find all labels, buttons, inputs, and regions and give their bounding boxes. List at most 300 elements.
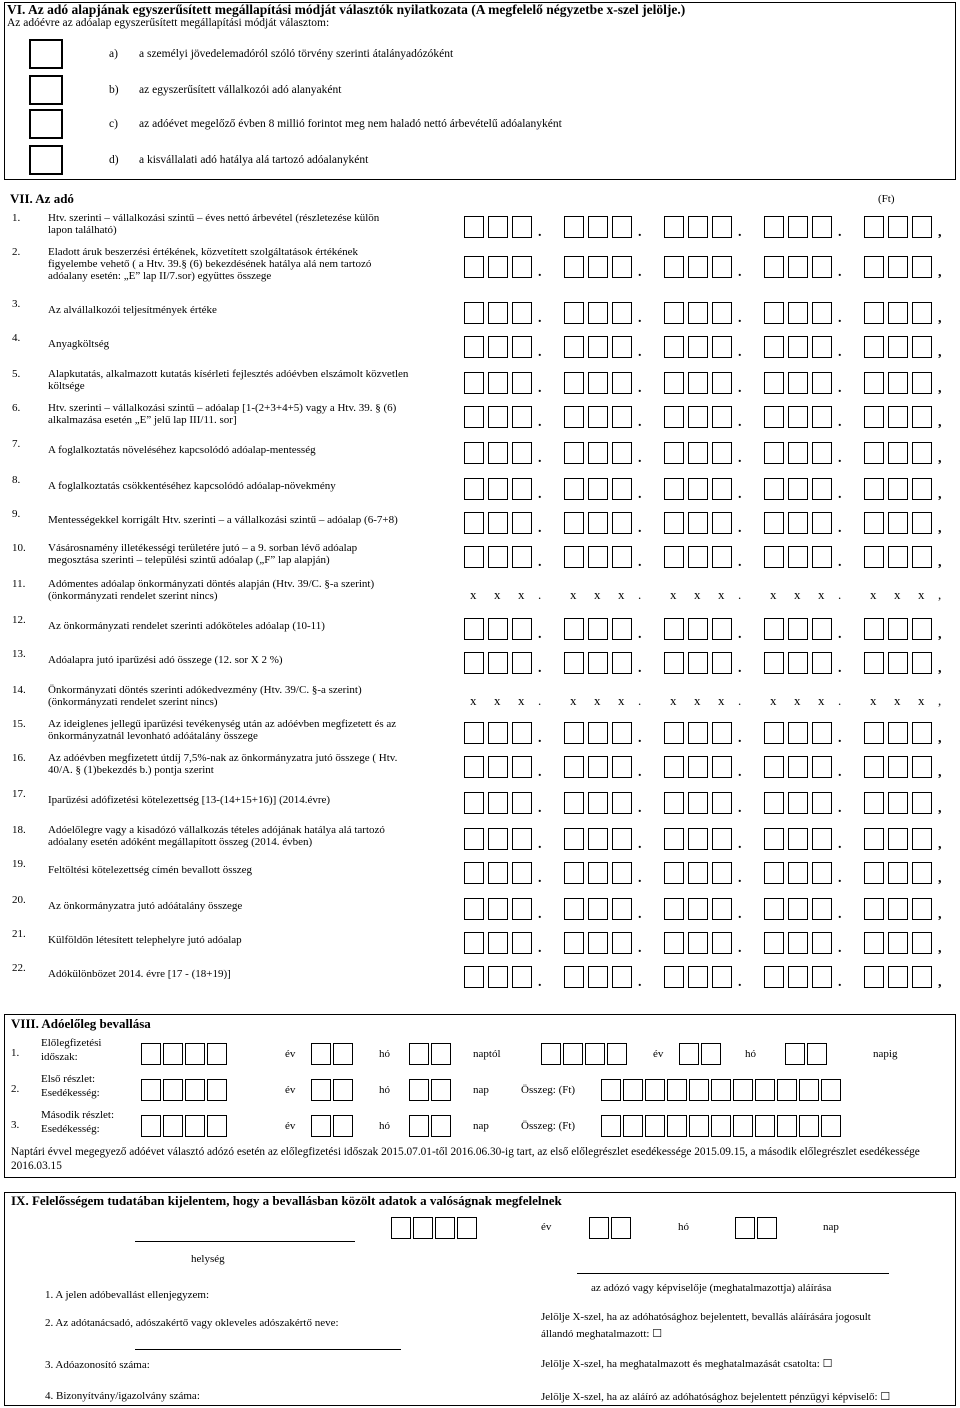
digit-cell[interactable] <box>612 966 632 988</box>
amount-digit-box[interactable] <box>601 1115 621 1137</box>
digit-cell[interactable] <box>888 256 908 278</box>
digit-cell[interactable] <box>788 828 808 850</box>
digit-cell[interactable] <box>812 256 832 278</box>
digit-cell[interactable] <box>912 862 932 884</box>
digit-cell[interactable] <box>864 406 884 428</box>
digit-cell[interactable] <box>512 302 532 324</box>
signature-day-digit-box[interactable] <box>757 1217 777 1239</box>
amount-digit-box[interactable] <box>733 1079 753 1101</box>
digit-cell[interactable] <box>488 756 508 778</box>
digit-cell[interactable] <box>664 898 684 920</box>
digit-cell[interactable] <box>564 862 584 884</box>
digit-cell[interactable] <box>764 862 784 884</box>
digit-cell[interactable] <box>664 478 684 500</box>
digit-cell[interactable] <box>912 618 932 640</box>
day-digit-box[interactable] <box>431 1079 451 1101</box>
digit-cell[interactable] <box>564 722 584 744</box>
digit-cell[interactable] <box>864 478 884 500</box>
digit-cell[interactable] <box>512 256 532 278</box>
day-digit-box[interactable] <box>409 1043 429 1065</box>
digit-cell[interactable] <box>712 828 732 850</box>
amount-digit-box[interactable] <box>711 1079 731 1101</box>
digit-cell[interactable] <box>512 756 532 778</box>
digit-cell[interactable] <box>712 442 732 464</box>
digit-cell[interactable] <box>488 546 508 568</box>
digit-cell[interactable] <box>688 792 708 814</box>
digit-cell[interactable] <box>488 828 508 850</box>
digit-cell[interactable] <box>564 828 584 850</box>
digit-cell[interactable] <box>612 512 632 534</box>
digit-cell[interactable] <box>612 336 632 358</box>
month-digit-box[interactable] <box>701 1043 721 1065</box>
year-digit-box[interactable] <box>141 1115 161 1137</box>
digit-cell[interactable] <box>888 406 908 428</box>
amount-digit-box[interactable] <box>645 1115 665 1137</box>
digit-cell[interactable] <box>588 898 608 920</box>
digit-cell[interactable] <box>788 372 808 394</box>
digit-cell[interactable] <box>764 618 784 640</box>
digit-cell[interactable] <box>712 512 732 534</box>
amount-digit-box[interactable] <box>755 1079 775 1101</box>
amount-digit-box[interactable] <box>799 1079 819 1101</box>
digit-cell[interactable] <box>564 618 584 640</box>
digit-cell[interactable] <box>464 336 484 358</box>
digit-cell[interactable] <box>812 652 832 674</box>
digit-cell[interactable] <box>888 512 908 534</box>
digit-cell[interactable] <box>664 216 684 238</box>
digit-cell[interactable] <box>912 792 932 814</box>
signature-month-digit-box[interactable] <box>589 1217 609 1239</box>
digit-cell[interactable] <box>864 546 884 568</box>
digit-cell[interactable] <box>564 442 584 464</box>
digit-cell[interactable] <box>612 722 632 744</box>
digit-cell[interactable] <box>588 256 608 278</box>
digit-cell[interactable] <box>764 216 784 238</box>
digit-cell[interactable] <box>664 512 684 534</box>
digit-cell[interactable] <box>764 406 784 428</box>
option-checkbox[interactable] <box>29 109 63 139</box>
digit-cell[interactable] <box>488 302 508 324</box>
digit-cell[interactable] <box>712 478 732 500</box>
digit-cell[interactable] <box>864 722 884 744</box>
digit-cell[interactable] <box>664 722 684 744</box>
digit-cell[interactable] <box>864 216 884 238</box>
digit-cell[interactable] <box>564 792 584 814</box>
digit-cell[interactable] <box>864 442 884 464</box>
digit-cell[interactable] <box>612 756 632 778</box>
digit-cell[interactable] <box>712 898 732 920</box>
digit-cell[interactable] <box>764 966 784 988</box>
digit-cell[interactable] <box>912 442 932 464</box>
digit-cell[interactable] <box>688 828 708 850</box>
digit-cell[interactable] <box>564 966 584 988</box>
digit-cell[interactable] <box>764 442 784 464</box>
digit-cell[interactable] <box>912 898 932 920</box>
digit-cell[interactable] <box>712 966 732 988</box>
digit-cell[interactable] <box>812 966 832 988</box>
digit-cell[interactable] <box>464 406 484 428</box>
digit-cell[interactable] <box>464 792 484 814</box>
digit-cell[interactable] <box>512 512 532 534</box>
amount-digit-box[interactable] <box>623 1115 643 1137</box>
digit-cell[interactable] <box>512 336 532 358</box>
digit-cell[interactable] <box>888 618 908 640</box>
digit-cell[interactable] <box>488 932 508 954</box>
digit-cell[interactable] <box>864 512 884 534</box>
digit-cell[interactable] <box>488 722 508 744</box>
amount-digit-box[interactable] <box>667 1115 687 1137</box>
digit-cell[interactable] <box>812 756 832 778</box>
digit-cell[interactable] <box>864 256 884 278</box>
digit-cell[interactable] <box>464 512 484 534</box>
amount-digit-box[interactable] <box>777 1115 797 1137</box>
digit-cell[interactable] <box>712 336 732 358</box>
digit-cell[interactable] <box>888 216 908 238</box>
digit-cell[interactable] <box>712 756 732 778</box>
digit-cell[interactable] <box>788 756 808 778</box>
digit-cell[interactable] <box>588 756 608 778</box>
digit-cell[interactable] <box>812 478 832 500</box>
digit-cell[interactable] <box>788 406 808 428</box>
digit-cell[interactable] <box>688 256 708 278</box>
digit-cell[interactable] <box>888 652 908 674</box>
digit-cell[interactable] <box>464 898 484 920</box>
digit-cell[interactable] <box>912 512 932 534</box>
month-digit-box[interactable] <box>311 1115 331 1137</box>
year-digit-box[interactable] <box>207 1043 227 1065</box>
amount-digit-box[interactable] <box>755 1115 775 1137</box>
digit-cell[interactable] <box>488 966 508 988</box>
day-digit-box[interactable] <box>431 1115 451 1137</box>
amount-digit-box[interactable] <box>799 1115 819 1137</box>
digit-cell[interactable] <box>688 442 708 464</box>
digit-cell[interactable] <box>788 336 808 358</box>
digit-cell[interactable] <box>812 862 832 884</box>
digit-cell[interactable] <box>664 792 684 814</box>
digit-cell[interactable] <box>888 792 908 814</box>
digit-cell[interactable] <box>664 862 684 884</box>
digit-cell[interactable] <box>864 792 884 814</box>
digit-cell[interactable] <box>564 478 584 500</box>
digit-cell[interactable] <box>764 932 784 954</box>
digit-cell[interactable] <box>664 442 684 464</box>
year-digit-box[interactable] <box>207 1079 227 1101</box>
digit-cell[interactable] <box>564 932 584 954</box>
digit-cell[interactable] <box>588 966 608 988</box>
digit-cell[interactable] <box>712 722 732 744</box>
digit-cell[interactable] <box>612 406 632 428</box>
month-digit-box[interactable] <box>679 1043 699 1065</box>
digit-cell[interactable] <box>464 618 484 640</box>
digit-cell[interactable] <box>688 302 708 324</box>
digit-cell[interactable] <box>788 216 808 238</box>
digit-cell[interactable] <box>688 932 708 954</box>
digit-cell[interactable] <box>464 932 484 954</box>
digit-cell[interactable] <box>888 756 908 778</box>
digit-cell[interactable] <box>812 372 832 394</box>
digit-cell[interactable] <box>912 828 932 850</box>
digit-cell[interactable] <box>588 442 608 464</box>
digit-cell[interactable] <box>564 512 584 534</box>
digit-cell[interactable] <box>612 302 632 324</box>
amount-digit-box[interactable] <box>711 1115 731 1137</box>
digit-cell[interactable] <box>888 372 908 394</box>
signature-year-digit-box[interactable] <box>391 1217 411 1239</box>
digit-cell[interactable] <box>612 652 632 674</box>
digit-cell[interactable] <box>912 722 932 744</box>
digit-cell[interactable] <box>564 546 584 568</box>
digit-cell[interactable] <box>712 546 732 568</box>
digit-cell[interactable] <box>488 652 508 674</box>
digit-cell[interactable] <box>864 302 884 324</box>
digit-cell[interactable] <box>612 932 632 954</box>
year-digit-box[interactable] <box>185 1079 205 1101</box>
digit-cell[interactable] <box>664 756 684 778</box>
digit-cell[interactable] <box>564 256 584 278</box>
digit-cell[interactable] <box>888 932 908 954</box>
digit-cell[interactable] <box>812 792 832 814</box>
digit-cell[interactable] <box>564 302 584 324</box>
digit-cell[interactable] <box>764 546 784 568</box>
digit-cell[interactable] <box>888 302 908 324</box>
digit-cell[interactable] <box>764 722 784 744</box>
year-digit-box[interactable] <box>141 1043 161 1065</box>
permanent-proxy-checkbox[interactable]: ☐ <box>652 1328 663 1340</box>
digit-cell[interactable] <box>612 546 632 568</box>
digit-cell[interactable] <box>764 512 784 534</box>
digit-cell[interactable] <box>464 652 484 674</box>
amount-digit-box[interactable] <box>601 1079 621 1101</box>
digit-cell[interactable] <box>864 932 884 954</box>
digit-cell[interactable] <box>664 932 684 954</box>
digit-cell[interactable] <box>712 618 732 640</box>
amount-digit-box[interactable] <box>777 1079 797 1101</box>
digit-cell[interactable] <box>764 302 784 324</box>
digit-cell[interactable] <box>712 932 732 954</box>
day-digit-box[interactable] <box>431 1043 451 1065</box>
digit-cell[interactable] <box>764 756 784 778</box>
digit-cell[interactable] <box>588 862 608 884</box>
digit-cell[interactable] <box>512 546 532 568</box>
digit-cell[interactable] <box>688 512 708 534</box>
digit-cell[interactable] <box>488 862 508 884</box>
digit-cell[interactable] <box>812 302 832 324</box>
digit-cell[interactable] <box>464 966 484 988</box>
digit-cell[interactable] <box>488 478 508 500</box>
digit-cell[interactable] <box>512 932 532 954</box>
digit-cell[interactable] <box>712 862 732 884</box>
digit-cell[interactable] <box>488 336 508 358</box>
digit-cell[interactable] <box>512 618 532 640</box>
digit-cell[interactable] <box>912 372 932 394</box>
signature-year-digit-box[interactable] <box>413 1217 433 1239</box>
digit-cell[interactable] <box>812 442 832 464</box>
digit-cell[interactable] <box>788 256 808 278</box>
digit-cell[interactable] <box>664 652 684 674</box>
digit-cell[interactable] <box>764 336 784 358</box>
digit-cell[interactable] <box>912 756 932 778</box>
option-checkbox[interactable] <box>29 145 63 175</box>
digit-cell[interactable] <box>564 406 584 428</box>
digit-cell[interactable] <box>788 966 808 988</box>
digit-cell[interactable] <box>712 256 732 278</box>
digit-cell[interactable] <box>612 792 632 814</box>
digit-cell[interactable] <box>812 898 832 920</box>
digit-cell[interactable] <box>888 478 908 500</box>
option-checkbox[interactable] <box>29 75 63 105</box>
digit-cell[interactable] <box>464 442 484 464</box>
digit-cell[interactable] <box>564 336 584 358</box>
digit-cell[interactable] <box>888 546 908 568</box>
digit-cell[interactable] <box>588 216 608 238</box>
digit-cell[interactable] <box>588 372 608 394</box>
digit-cell[interactable] <box>512 862 532 884</box>
digit-cell[interactable] <box>812 932 832 954</box>
digit-cell[interactable] <box>888 442 908 464</box>
digit-cell[interactable] <box>664 302 684 324</box>
digit-cell[interactable] <box>712 792 732 814</box>
digit-cell[interactable] <box>512 406 532 428</box>
month-digit-box[interactable] <box>333 1079 353 1101</box>
month-digit-box[interactable] <box>311 1079 331 1101</box>
digit-cell[interactable] <box>912 256 932 278</box>
digit-cell[interactable] <box>612 216 632 238</box>
digit-cell[interactable] <box>864 898 884 920</box>
digit-cell[interactable] <box>588 406 608 428</box>
digit-cell[interactable] <box>512 652 532 674</box>
digit-cell[interactable] <box>912 216 932 238</box>
digit-cell[interactable] <box>888 898 908 920</box>
digit-cell[interactable] <box>688 406 708 428</box>
option-checkbox[interactable] <box>29 39 63 69</box>
year-digit-box[interactable] <box>185 1043 205 1065</box>
digit-cell[interactable] <box>588 512 608 534</box>
digit-cell[interactable] <box>788 618 808 640</box>
digit-cell[interactable] <box>688 722 708 744</box>
digit-cell[interactable] <box>912 336 932 358</box>
digit-cell[interactable] <box>488 792 508 814</box>
digit-cell[interactable] <box>788 478 808 500</box>
digit-cell[interactable] <box>712 372 732 394</box>
digit-cell[interactable] <box>612 828 632 850</box>
digit-cell[interactable] <box>688 618 708 640</box>
year-digit-box[interactable] <box>207 1115 227 1137</box>
day-digit-box[interactable] <box>409 1079 429 1101</box>
digit-cell[interactable] <box>788 792 808 814</box>
digit-cell[interactable] <box>688 216 708 238</box>
digit-cell[interactable] <box>788 442 808 464</box>
digit-cell[interactable] <box>512 828 532 850</box>
digit-cell[interactable] <box>664 336 684 358</box>
digit-cell[interactable] <box>712 302 732 324</box>
digit-cell[interactable] <box>488 216 508 238</box>
year-digit-box[interactable] <box>141 1079 161 1101</box>
amount-digit-box[interactable] <box>667 1079 687 1101</box>
amount-digit-box[interactable] <box>645 1079 665 1101</box>
amount-digit-box[interactable] <box>821 1115 841 1137</box>
digit-cell[interactable] <box>588 546 608 568</box>
digit-cell[interactable] <box>512 792 532 814</box>
digit-cell[interactable] <box>612 862 632 884</box>
digit-cell[interactable] <box>588 828 608 850</box>
digit-cell[interactable] <box>512 898 532 920</box>
digit-cell[interactable] <box>888 336 908 358</box>
digit-cell[interactable] <box>788 862 808 884</box>
digit-cell[interactable] <box>788 302 808 324</box>
digit-cell[interactable] <box>788 652 808 674</box>
digit-cell[interactable] <box>688 898 708 920</box>
digit-cell[interactable] <box>764 898 784 920</box>
year-digit-box[interactable] <box>163 1079 183 1101</box>
digit-cell[interactable] <box>764 256 784 278</box>
digit-cell[interactable] <box>788 512 808 534</box>
year-digit-box[interactable] <box>163 1043 183 1065</box>
digit-cell[interactable] <box>812 512 832 534</box>
signature-day-digit-box[interactable] <box>735 1217 755 1239</box>
digit-cell[interactable] <box>812 336 832 358</box>
digit-cell[interactable] <box>512 216 532 238</box>
digit-cell[interactable] <box>764 652 784 674</box>
digit-cell[interactable] <box>764 792 784 814</box>
digit-cell[interactable] <box>564 216 584 238</box>
digit-cell[interactable] <box>664 546 684 568</box>
month-digit-box[interactable] <box>333 1115 353 1137</box>
digit-cell[interactable] <box>464 372 484 394</box>
digit-cell[interactable] <box>612 372 632 394</box>
digit-cell[interactable] <box>612 256 632 278</box>
proxy-attached-checkbox[interactable]: ☐ <box>822 1358 833 1370</box>
digit-cell[interactable] <box>688 862 708 884</box>
digit-cell[interactable] <box>664 966 684 988</box>
digit-cell[interactable] <box>788 898 808 920</box>
day-digit-box[interactable] <box>807 1043 827 1065</box>
day-digit-box[interactable] <box>409 1115 429 1137</box>
digit-cell[interactable] <box>588 932 608 954</box>
amount-digit-box[interactable] <box>623 1079 643 1101</box>
digit-cell[interactable] <box>464 862 484 884</box>
digit-cell[interactable] <box>488 618 508 640</box>
digit-cell[interactable] <box>464 302 484 324</box>
month-digit-box[interactable] <box>311 1043 331 1065</box>
digit-cell[interactable] <box>888 722 908 744</box>
digit-cell[interactable] <box>688 966 708 988</box>
digit-cell[interactable] <box>864 756 884 778</box>
digit-cell[interactable] <box>464 722 484 744</box>
digit-cell[interactable] <box>688 756 708 778</box>
digit-cell[interactable] <box>612 478 632 500</box>
digit-cell[interactable] <box>464 828 484 850</box>
digit-cell[interactable] <box>464 216 484 238</box>
digit-cell[interactable] <box>812 216 832 238</box>
digit-cell[interactable] <box>912 932 932 954</box>
digit-cell[interactable] <box>564 756 584 778</box>
signature-year-digit-box[interactable] <box>435 1217 455 1239</box>
digit-cell[interactable] <box>488 256 508 278</box>
digit-cell[interactable] <box>788 546 808 568</box>
digit-cell[interactable] <box>588 652 608 674</box>
digit-cell[interactable] <box>688 652 708 674</box>
digit-cell[interactable] <box>812 722 832 744</box>
digit-cell[interactable] <box>488 898 508 920</box>
digit-cell[interactable] <box>864 966 884 988</box>
digit-cell[interactable] <box>664 372 684 394</box>
digit-cell[interactable] <box>564 652 584 674</box>
digit-cell[interactable] <box>812 546 832 568</box>
digit-cell[interactable] <box>488 512 508 534</box>
digit-cell[interactable] <box>464 256 484 278</box>
digit-cell[interactable] <box>488 406 508 428</box>
digit-cell[interactable] <box>864 372 884 394</box>
